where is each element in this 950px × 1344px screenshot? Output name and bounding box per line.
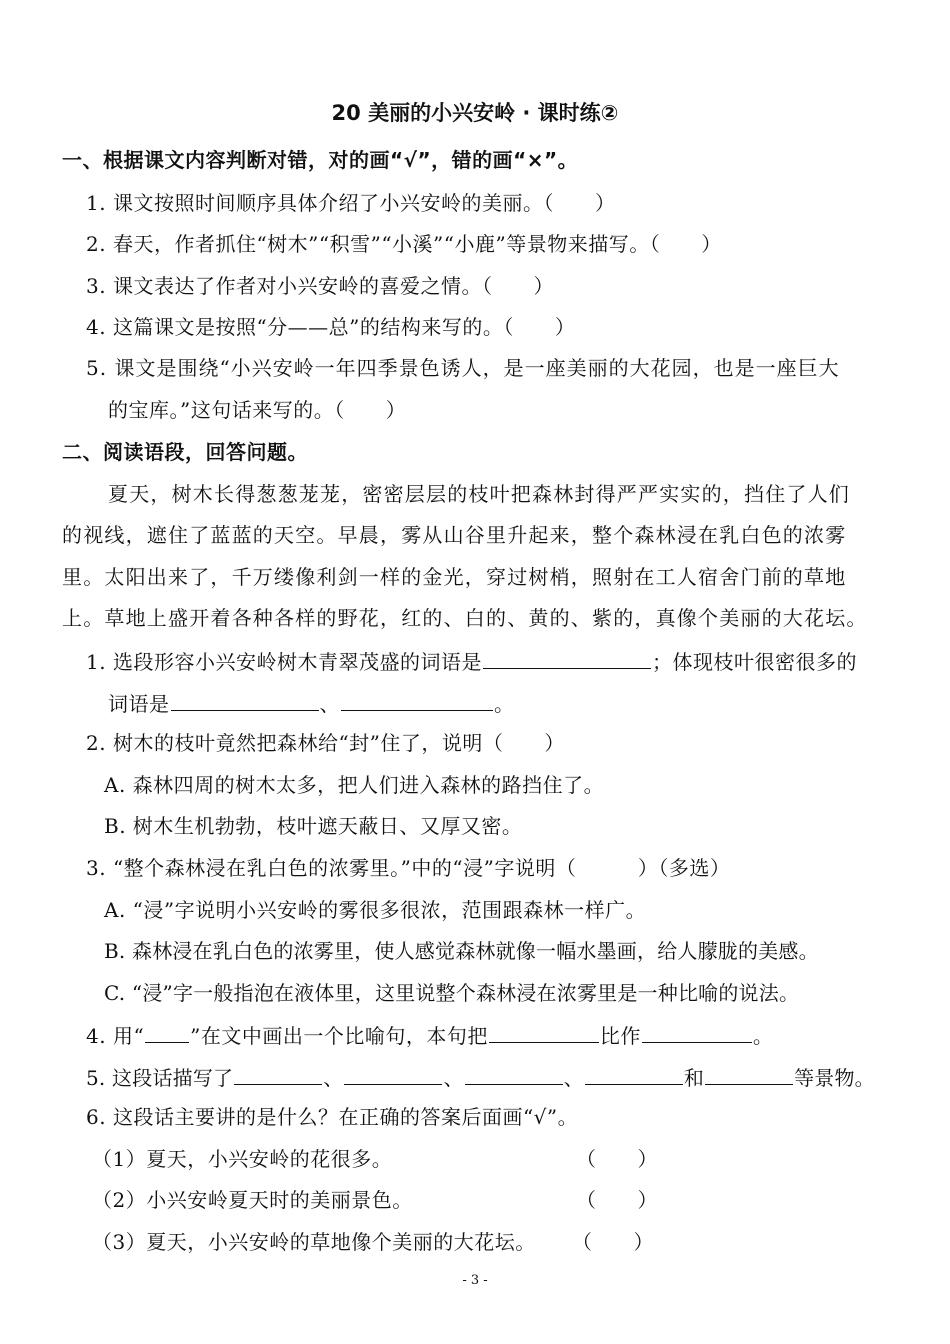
judge-item-1: 1. 课文按照时间顺序具体介绍了小兴安岭的美丽。（ ） xyxy=(86,191,616,215)
passage-line-1: 夏天，树木长得葱葱茏茏，密密层层的枝叶把森林封得严严实实的，挡住了人们 xyxy=(108,482,850,506)
q2-option-a: A. 森林四周的树木太多，把人们进入森林的路挡住了。 xyxy=(104,773,605,797)
q4-blank-mark[interactable] xyxy=(145,1020,189,1043)
q5-blank-1[interactable] xyxy=(234,1062,322,1085)
q5-sep-3: 、 xyxy=(563,1066,584,1090)
page-title: 20 美丽的小兴安岭 · 课时练② xyxy=(331,101,619,125)
q6-option-3: （3）夏天，小兴安岭的草地像个美丽的大花坛。 xyxy=(92,1230,536,1254)
q5-line xyxy=(86,1062,875,1092)
q4-blank-2[interactable] xyxy=(642,1020,752,1043)
section1-heading: 一、根据课文内容判断对错，对的画“√”，错的画“×”。 xyxy=(62,148,579,172)
q4-text-d: 。 xyxy=(752,1024,774,1048)
q6-option-1: （1）夏天，小兴安岭的花很多。 xyxy=(92,1147,393,1171)
q1-blank-3[interactable] xyxy=(341,688,493,711)
q3-option-c: C. “浸”字一般指泡在液体里，这里说整个森林浸在浓雾里是一种比喻的说法。 xyxy=(104,981,800,1005)
q5-blank-4[interactable] xyxy=(585,1062,683,1085)
q4-text-c: 比作 xyxy=(599,1024,641,1048)
q6-option-2-paren: （ ） xyxy=(576,1188,658,1212)
section2-heading: 二、阅读语段，回答问题。 xyxy=(62,440,308,464)
q5-blank-5[interactable] xyxy=(705,1062,793,1085)
q1-text-c: 词语是 xyxy=(108,692,170,716)
q5-end: 等景物。 xyxy=(794,1066,875,1090)
q1-text-a: 1. 选段形容小兴安岭树木青翠茂盛的词语是 xyxy=(86,650,482,674)
q1-blank-1[interactable] xyxy=(483,646,651,669)
q3-stem: 3. “整个森林浸在乳白色的浓雾里。”中的“浸”字说明（ ）（多选） xyxy=(86,856,731,880)
q5-sep-1: 、 xyxy=(323,1066,344,1090)
q3-option-a: A. “浸”字说明小兴安岭的雾很多很浓，范围跟森林一样广。 xyxy=(104,898,647,922)
q1-line-2 xyxy=(108,688,515,718)
judge-item-2: 2. 春天，作者抓住“树木”“积雪”“小溪”“小鹿”等景物来描写。（ ） xyxy=(86,232,722,256)
q1-end: 。 xyxy=(494,692,515,716)
q5-blank-3[interactable] xyxy=(465,1062,563,1085)
judge-item-3: 3. 课文表达了作者对小兴安岭的喜爱之情。（ ） xyxy=(86,274,554,298)
passage-line-3: 里。太阳出来了，千万缕像利剑一样的金光，穿过树梢，照射在工人宿舍门前的草地 xyxy=(62,565,847,589)
q5-text-a: 5. 这段话描写了 xyxy=(86,1066,234,1090)
q1-sep: 、 xyxy=(319,692,340,716)
judge-item-4: 4. 这篇课文是按照“分——总”的结构来写的。（ ） xyxy=(86,315,576,339)
q4-text-a: 4. 用“ xyxy=(86,1024,145,1048)
q4-line xyxy=(86,1020,773,1050)
q4-blank-1[interactable] xyxy=(489,1020,599,1043)
q2-stem: 2. 树木的枝叶竟然把森林给“封”住了，说明（ ） xyxy=(86,731,565,755)
page-number: - 3 - xyxy=(462,1273,488,1288)
judge-item-5: 5. 课文是围绕“小兴安岭一年四季景色诱人，是一座美丽的大花园，也是一座巨大 xyxy=(86,356,840,380)
passage-line-4: 上。草地上盛开着各种各样的野花，红的、白的、黄的、紫的，真像个美丽的大花坛。 xyxy=(62,606,868,630)
q6-stem: 6. 这段话主要讲的是什么？在正确的答案后面画“√”。 xyxy=(86,1105,579,1129)
q1-text-b: ；体现枝叶很密很多的 xyxy=(651,650,857,674)
q5-and: 和 xyxy=(683,1066,705,1090)
judge-item-5-cont: 的宝库。”这句话来写的。（ ） xyxy=(108,398,407,422)
q4-text-b: ”在文中画出一个比喻句，本句把 xyxy=(190,1024,488,1048)
q5-blank-2[interactable] xyxy=(344,1062,442,1085)
q1-line-1 xyxy=(86,646,857,676)
q6-option-2: （2）小兴安岭夏天时的美丽景色。 xyxy=(92,1188,413,1212)
q1-blank-2[interactable] xyxy=(171,688,319,711)
q2-option-b: B. 树木生机勃勃，枝叶遮天蔽日、又厚又密。 xyxy=(104,814,523,838)
q6-option-1-paren: （ ） xyxy=(576,1147,658,1171)
passage-line-2: 的视线，遮住了蓝蓝的天空。早晨，雾从山谷里升起来，整个森林浸在乳白色的浓雾 xyxy=(62,523,847,547)
q6-option-3-paren: （ ） xyxy=(572,1230,654,1254)
q5-sep-2: 、 xyxy=(443,1066,464,1090)
q3-option-b: B. 森林浸在乳白色的浓雾里，使人感觉森林就像一幅水墨画，给人朦胧的美感。 xyxy=(104,939,819,963)
